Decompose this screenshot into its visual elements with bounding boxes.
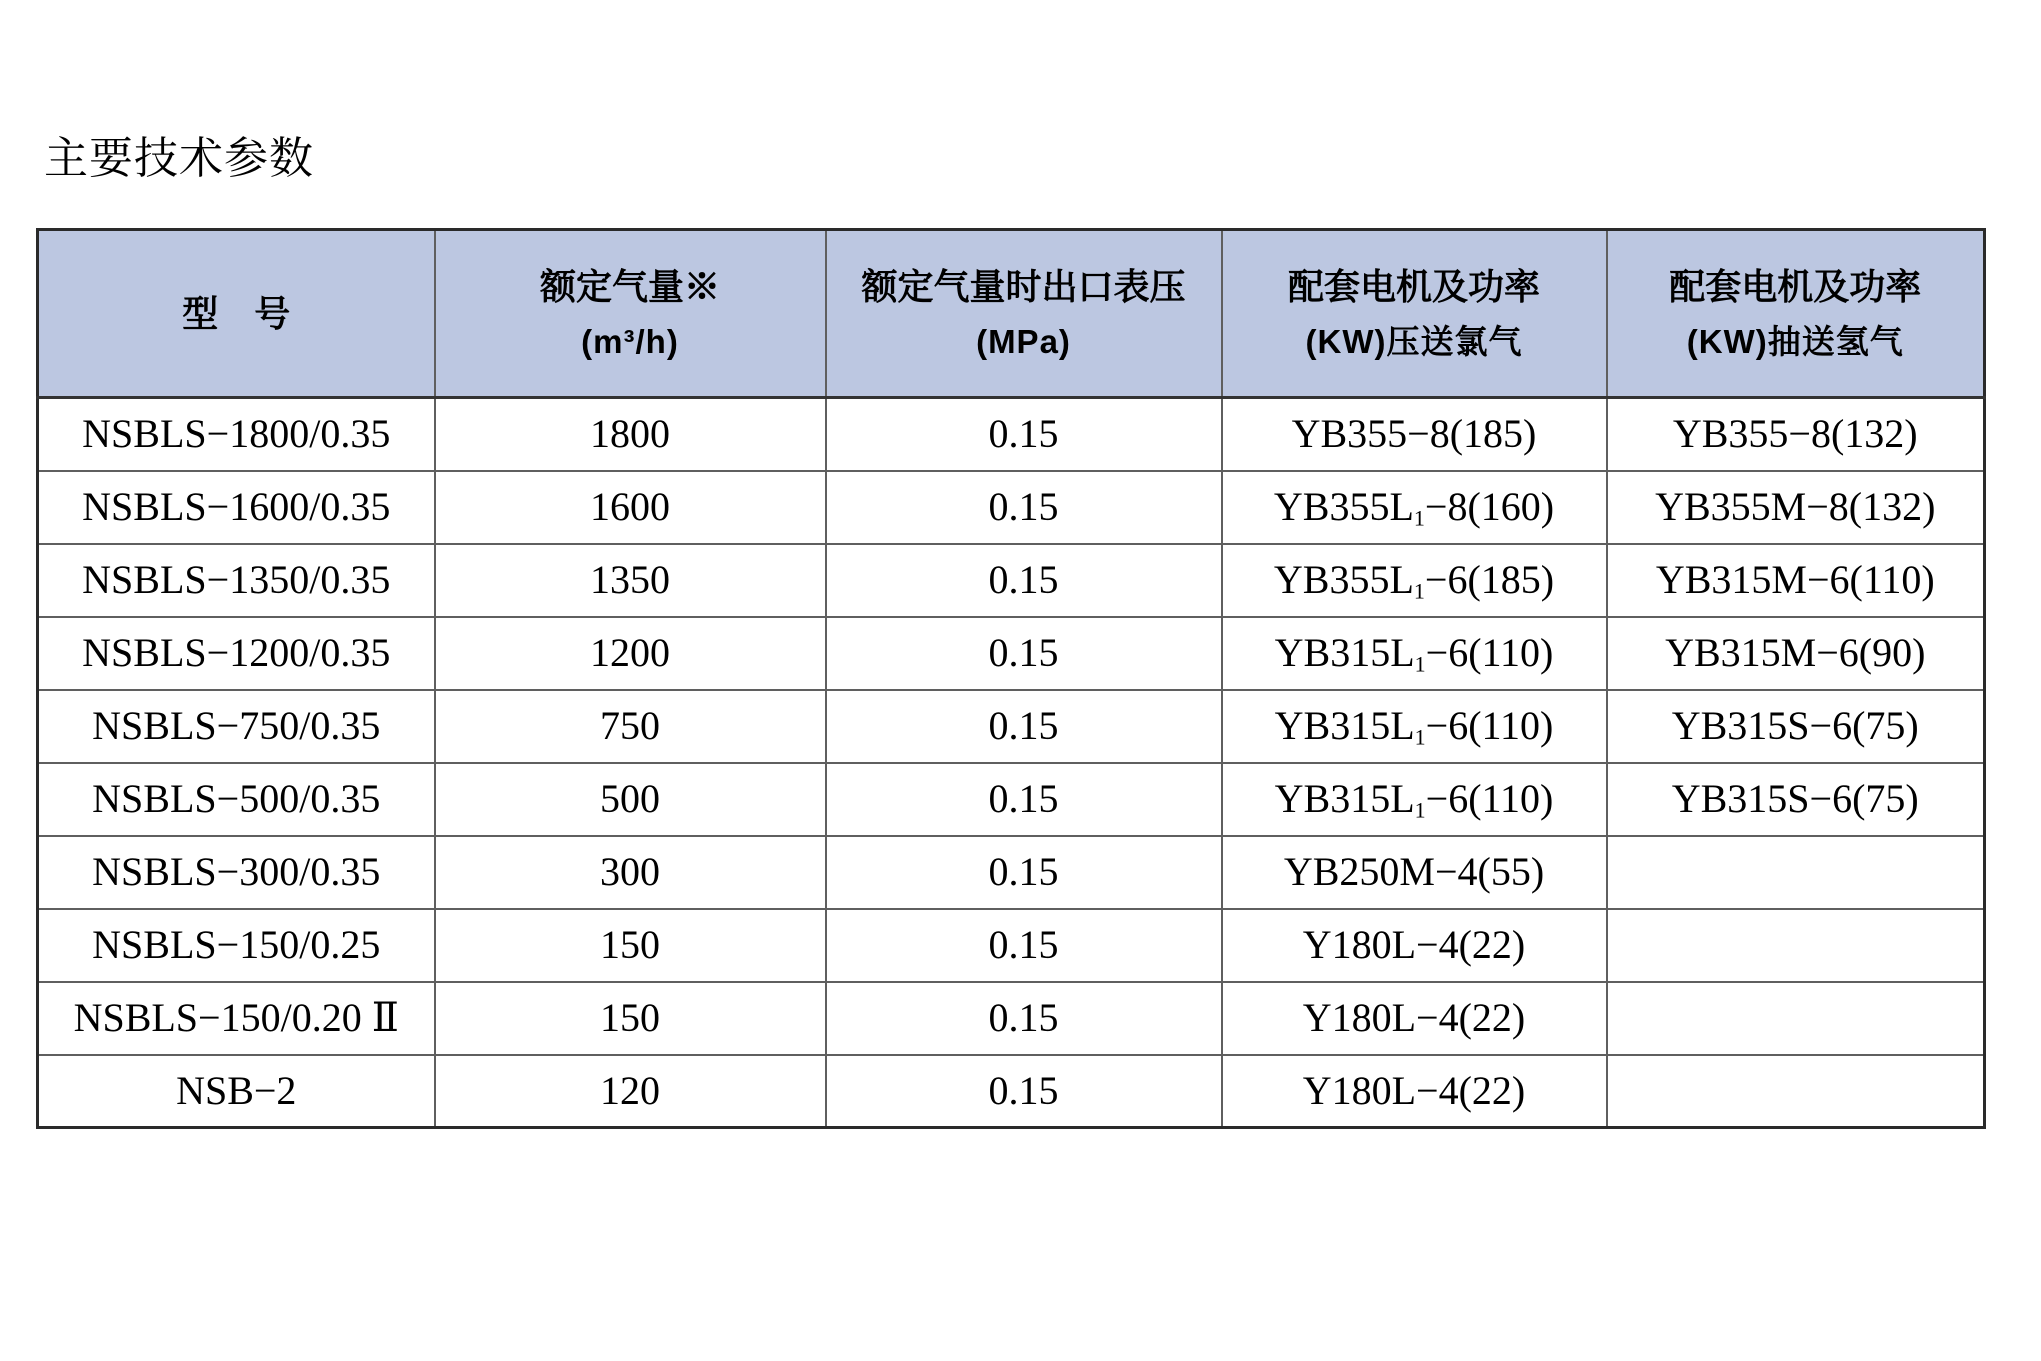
- cell-motor-hydrogen: YB355−8(132): [1607, 398, 1985, 471]
- cell-motor-hydrogen: YB315S−6(75): [1607, 690, 1985, 763]
- table-row: [38, 398, 1985, 471]
- cell-rated-flow: 750: [435, 690, 826, 763]
- cell-model: NSBLS−1350/0.35: [38, 544, 435, 617]
- cell-rated-flow: 120: [435, 1055, 826, 1128]
- cell-outlet-pressure: 0.15: [826, 1055, 1222, 1128]
- cell-model: NSBLS−1800/0.35: [38, 398, 435, 471]
- header-label-model: 型 号: [182, 292, 291, 334]
- table-row: [38, 544, 1985, 617]
- spec-table: [36, 228, 1986, 1129]
- cell-rated-flow: 1350: [435, 544, 826, 617]
- cell-motor-chlorine: $YB315L_1-6(110)$: [1222, 617, 1607, 690]
- cell-outlet-pressure: 0.15: [826, 909, 1222, 982]
- cell-rated-flow: 150: [435, 909, 826, 982]
- table-row: [38, 617, 1985, 690]
- cell-rated-flow: 1600: [435, 471, 826, 544]
- header-label-outlet-pressure: 额定气量时出口表压: [861, 265, 1186, 307]
- cell-model: NSBLS−150/0.20 Ⅱ: [38, 982, 435, 1055]
- table-row: [38, 982, 1985, 1055]
- cell-motor-chlorine: $YB315L_1-6(110)$: [1222, 690, 1607, 763]
- header-label-rated-flow: 额定气量※: [539, 265, 720, 307]
- cell-model: NSBLS−150/0.25: [38, 909, 435, 982]
- header-cell-model: [38, 230, 435, 398]
- table-row: [38, 471, 1985, 544]
- header-label-motor-hydrogen: 配套电机及功率: [1669, 265, 1922, 307]
- table-row: [38, 763, 1985, 836]
- cell-outlet-pressure: 0.15: [826, 471, 1222, 544]
- table-row: [38, 909, 1985, 982]
- cell-motor-hydrogen: [1607, 982, 1985, 1055]
- cell-motor-chlorine: $YB355L_1-8(160)$: [1222, 471, 1607, 544]
- table-row: [38, 836, 1985, 909]
- cell-outlet-pressure: 0.15: [826, 836, 1222, 909]
- header-unit-motor-hydrogen: (KW)抽送氢气: [1686, 323, 1904, 361]
- header-unit-motor-chlorine: (KW)压送氯气: [1305, 323, 1523, 361]
- cell-motor-hydrogen: YB315M−6(90): [1607, 617, 1985, 690]
- cell-outlet-pressure: 0.15: [826, 982, 1222, 1055]
- cell-model: NSBLS−300/0.35: [38, 836, 435, 909]
- cell-rated-flow: 150: [435, 982, 826, 1055]
- cell-motor-hydrogen: [1607, 836, 1985, 909]
- header-unit-rated-flow: (m³/h): [581, 323, 679, 361]
- cell-motor-chlorine: Y180L−4(22): [1222, 1055, 1607, 1128]
- cell-motor-chlorine: $YB355L_1-6(185)$: [1222, 544, 1607, 617]
- cell-model: NSBLS−750/0.35: [38, 690, 435, 763]
- cell-motor-hydrogen: YB315M−6(110): [1607, 544, 1985, 617]
- cell-rated-flow: 500: [435, 763, 826, 836]
- cell-outlet-pressure: 0.15: [826, 544, 1222, 617]
- header-row: [38, 230, 1985, 398]
- cell-model: NSBLS−1600/0.35: [38, 471, 435, 544]
- cell-model: NSB−2: [38, 1055, 435, 1128]
- cell-motor-chlorine: YB250M−4(55): [1222, 836, 1607, 909]
- header-cell-motor-chlorine: [1222, 230, 1607, 398]
- header-label-motor-chlorine: 配套电机及功率: [1287, 265, 1540, 307]
- cell-motor-hydrogen: [1607, 1055, 1985, 1128]
- cell-model: NSBLS−1200/0.35: [38, 617, 435, 690]
- cell-outlet-pressure: 0.15: [826, 690, 1222, 763]
- cell-motor-chlorine: YB355−8(185): [1222, 398, 1607, 471]
- cell-motor-chlorine: Y180L−4(22): [1222, 982, 1607, 1055]
- cell-motor-chlorine: Y180L−4(22): [1222, 909, 1607, 982]
- cell-outlet-pressure: 0.15: [826, 763, 1222, 836]
- cell-outlet-pressure: 0.15: [826, 398, 1222, 471]
- table-row: [38, 1055, 1985, 1128]
- page-title: 主要技术参数: [44, 134, 314, 183]
- cell-model: NSBLS−500/0.35: [38, 763, 435, 836]
- cell-outlet-pressure: 0.15: [826, 617, 1222, 690]
- cell-motor-hydrogen: YB315S−6(75): [1607, 763, 1985, 836]
- header-cell-outlet-pressure: [826, 230, 1222, 398]
- header-unit-outlet-pressure: (MPa): [976, 323, 1071, 361]
- cell-motor-chlorine: $YB315L_1-6(110)$: [1222, 763, 1607, 836]
- cell-motor-hydrogen: [1607, 909, 1985, 982]
- cell-rated-flow: 1200: [435, 617, 826, 690]
- cell-motor-hydrogen: YB355M−8(132): [1607, 471, 1985, 544]
- cell-rated-flow: 300: [435, 836, 826, 909]
- table-row: [38, 690, 1985, 763]
- header-cell-motor-hydrogen: [1607, 230, 1985, 398]
- header-cell-rated-flow: [435, 230, 826, 398]
- cell-rated-flow: 1800: [435, 398, 826, 471]
